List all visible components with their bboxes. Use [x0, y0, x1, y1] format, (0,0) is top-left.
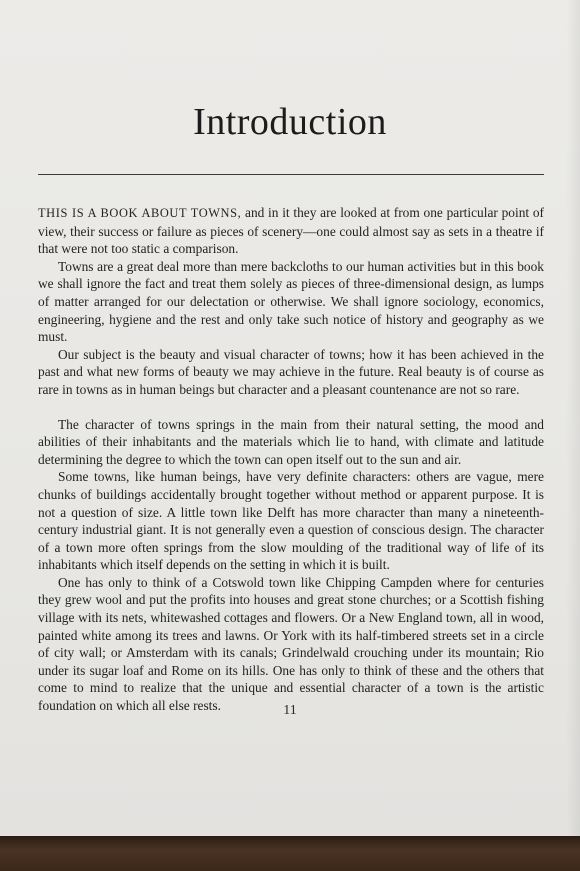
title-rule — [38, 174, 544, 175]
lead-in-smallcaps: THIS IS A BOOK ABOUT TOWNS, — [38, 206, 242, 220]
paragraph-6: One has only to think of a Cotswold town like Chipping Campden where for centuries they grew wool and put the profits into houses and great stone churches; or a Scottish fishing village with its nets, whitewashed cottages and flowers. Or a New England town, all in wood, painted white among its trees and lawns. Or York with its half-timbered streets set in a circle of city wall; or Amsterdam with its canals; Grindelwald crouching under its mountain; Rio under its sugar loaf and Rome on its hills. One has only to think of these and the others that come to mind to realize that the unique and essential character of a town is the artistic foundation on which all else rests. — [38, 574, 544, 714]
paragraph-4: The character of towns springs in the main from their natural setting, the mood and abilities of their inhabitants and the materials which lie to hand, with climate and latitude determining the degree to which the town can open itself out to the sun and air. — [38, 416, 544, 467]
paragraph-3: Our subject is the beauty and visual character of towns; how it has been achieved in the past and what new forms of beauty we may achieve in the future. Real beauty is of course as rare in towns as in human beings but character and a pleasant countenance are not so rare. — [38, 346, 544, 397]
paragraph-1 — [38, 204, 544, 258]
chapter-body — [38, 204, 544, 715]
table-surface — [0, 836, 580, 871]
paragraph-1-text: and in it they are looked at from one particular point of view, their success or failure as pieces of scenery—one could almost say as sets in a theatre if that were not too static a comparison. — [38, 205, 544, 257]
chapter-title: Introduction — [193, 101, 387, 143]
paragraph-2: Towns are a great deal more than mere backcloths to our human activities but in this book we shall ignore the fact and treat them solely as pieces of three-dimensional design, as lumps of matter arranged for our delectation or otherwise. We shall ignore sociology, economics, engineering, hygiene and the rest and only take such notice of history and geography as we must. — [38, 258, 544, 345]
paragraph-5: Some towns, like human beings, have very definite characters: others are vague, mere chunks of buildings accidentally brought together without method or apparent purpose. It is not a question of size. A little town like Delft has more character than many a nineteenth-century industrial giant. It is not generally even a question of conscious design. The character of a town more often springs from the slow moulding of the traditional way of life of its inhabitants which itself depends on the setting in which it is built. — [38, 469, 544, 573]
page-number: 11 — [283, 703, 297, 718]
